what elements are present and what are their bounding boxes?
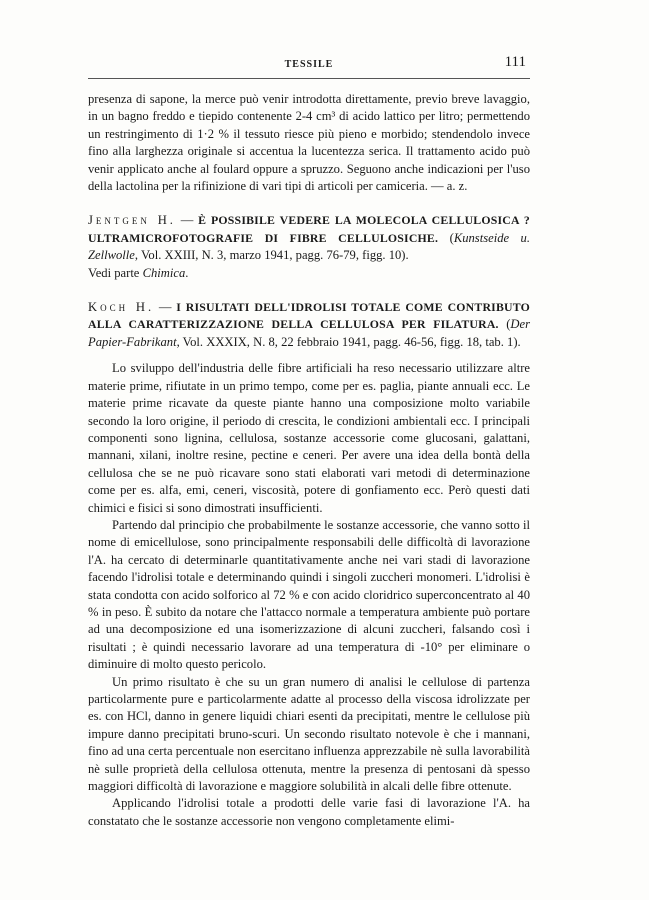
abstract-entry-jentgen bbox=[88, 212, 530, 264]
source-open: ( bbox=[449, 230, 454, 245]
entry-author: Koch H. bbox=[88, 300, 155, 315]
body-paragraph: Lo sviluppo dell'industria delle fibre artificiali ha reso necessario utilizzare altre materie prime, rifiutate in un primo tempo, come per es. paglia, piante annuali ecc. Le materie prime ricavate da queste piante hanno una composizione molto variabile secondo la loro origine, il periodo di crescita, le condizioni ambientali ecc. I principali componenti sono lignina, cellulosa, sostanze accessorie come glucosani, galattani, mannani, xilani, inoltre resine, pectine e ceneri. Per avere una idea della bontà della cellulosa che se ne può ricavare sono stati elaborati vari metodi di determinazione come per es. alfa, emi, ceneri, viscosità, potere di gonfiamento ecc. Però questi dati chimici e fisici si sono dimostrati insufficienti. bbox=[88, 361, 530, 515]
body-paragraph: Un primo risultato è che su un gran numero di analisi le cellulose di partenza particolarmente pure e particolarmente adatte al processo della viscosa idrolizzate per es. con HCl, danno in genere liquidi chiari esenti da precipitati, mentre le cellulose più impure danno precipitati bruno-scuri. Un secondo risultato notevole è che i mannani, fino ad una certa percentuale non esercitano influenza apprezzabile nè sulla lavorabilità nè sulle proprietà della cellulosa ottenuta, mentre la presenza di pentosani dà spesso maggiori difficoltà di lavorazione e maggiore solubilità in alcali delle fibre ottenute. bbox=[88, 674, 530, 794]
intro-paragraph: presenza di sapone, la merce può venir introdotta direttamente, previo breve lavaggio, in un bagno freddo e tiepido contenente 2-4 cm³ di acido lattico per litro; permettendo un restringimento di 1·2 % il tessuto riesce più pieno e morbido; stendendolo invece fino alla larghezza originale si accentua la lucentezza serica. Il trattamento acido può venir applicato anche al foulard oppure a spruzzo. Seguono anche indicazioni per l'uso della lactolina per la rifinizione di vari tipi di articoli per camiceria. — a. z. bbox=[88, 92, 530, 194]
source-journal: Der Papier-Fabrikant bbox=[88, 317, 531, 349]
entry-author: Jentgen H. bbox=[88, 213, 176, 228]
source-open: ( bbox=[498, 317, 511, 332]
see-also-note bbox=[88, 265, 530, 282]
entry-separator: — bbox=[154, 300, 177, 315]
see-prefix: Vedi parte bbox=[88, 265, 143, 280]
entry-title: I RISULTATI DELL'IDROLISI TOTALE COME CONTRIBUTO ALLA CARATTERIZZAZIONE DELLA CELLULOSA PER FILATURA. bbox=[88, 300, 530, 332]
source-details: , Vol. XXIII, N. 3, marzo 1941, pagg. 76-79, figg. 10). bbox=[134, 248, 409, 263]
entry-title: È POSSIBILE VEDERE LA MOLECOLA CELLULOSICA ? ULTRAMICROFOTOGRAFIE DI FIBRE CELLULOSICHE. bbox=[88, 213, 530, 245]
running-head: TESSILE bbox=[284, 59, 334, 70]
body-paragraph: Partendo dal principio che probabilmente le sostanze accessorie, che vanno sotto il nome di emicellulose, sono principalmente responsabili delle difficoltà di lavorazione l'A. ha cercato di determinarle quantitativamente anche nei vari stadi di lavorazione facendo l'idrolisi totale e determinando quindi i singoli zuccheri monomeri. L'idrolisi è stata condotta con acido solforico al 72 % e con acido cloridrico superconcentrato al 40 % in peso. È subito da notare che l'attacco normale a temperatura ambiente può portare ad una decomposizione ed una isomerizzazione di alcuni zuccheri, falsando così i risultati ; è quindi necessario lavorare ad una temperatura di -10° per eliminare o diminuire di molto questo pericolo. bbox=[88, 517, 530, 672]
source-journal: Kunstseide u. Zellwolle bbox=[88, 230, 530, 263]
body-paragraph: Applicando l'idrolisi totale a prodotti delle varie fasi di lavorazione l'A. ha constatato che le sostanze accessorie non vengono completamente elimi- bbox=[88, 796, 530, 828]
page-number: 111 bbox=[504, 54, 526, 70]
page-body bbox=[88, 91, 530, 830]
page-header bbox=[88, 56, 530, 79]
abstract-entry-koch bbox=[88, 299, 530, 351]
source-details: , Vol. XXXIX, N. 8, 22 febbraio 1941, pagg. 46-56, figg. 18, tab. 1). bbox=[176, 334, 521, 349]
see-suffix: . bbox=[185, 265, 189, 280]
entry-separator: — bbox=[175, 213, 199, 228]
see-section: Chimica bbox=[142, 265, 186, 280]
